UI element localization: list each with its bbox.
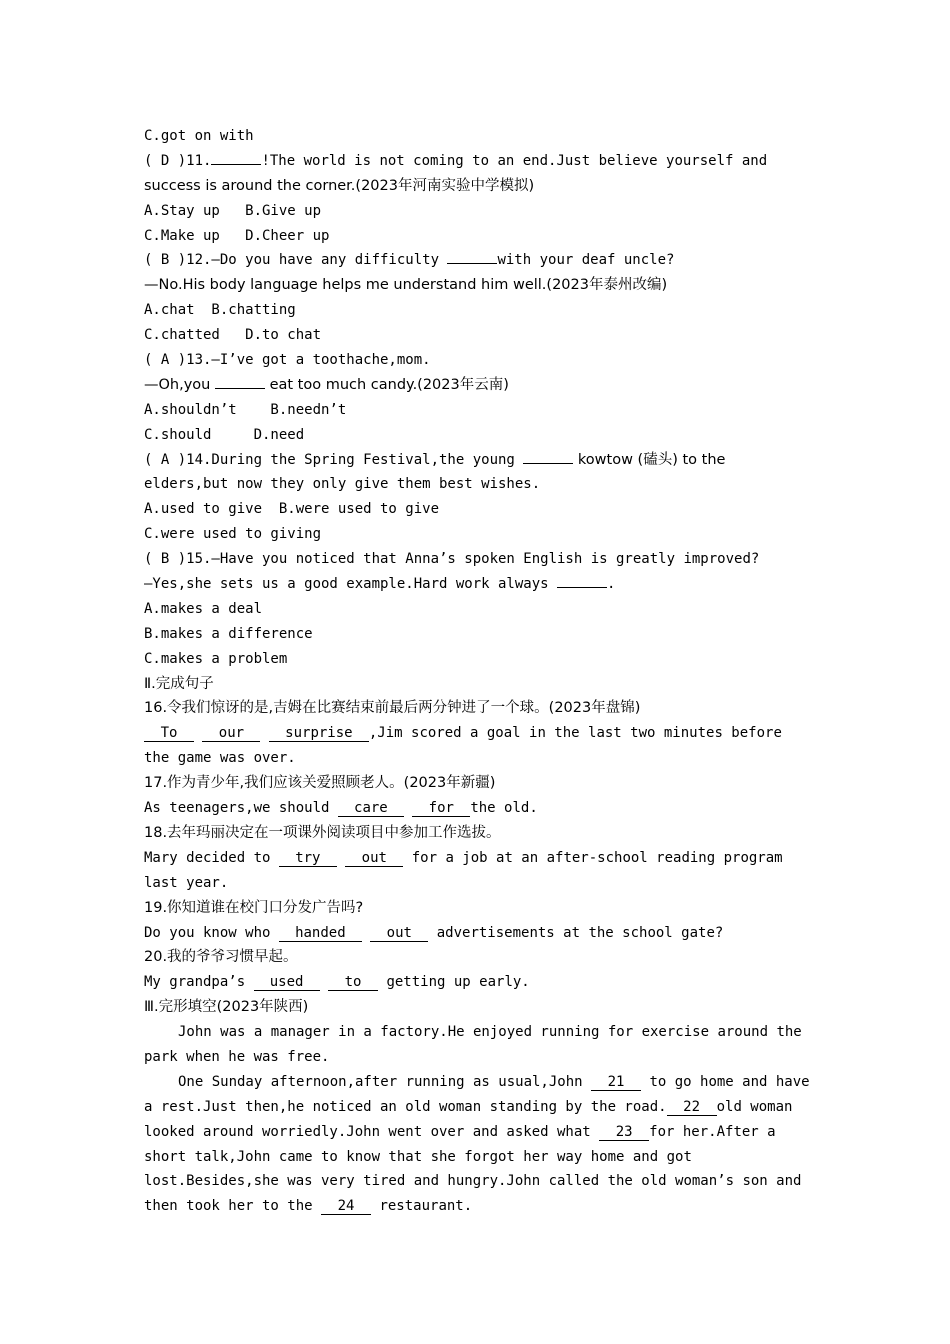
q12-blank[interactable]	[447, 248, 497, 264]
passage-text: then took her to the	[144, 1198, 322, 1215]
q11-stem-text: !The world is not coming to an end.Just believe yourself and	[261, 152, 768, 169]
s17-tail: the old.	[470, 800, 538, 817]
passage-text: old woman	[716, 1098, 793, 1115]
cloze-blank-23[interactable]: 23	[599, 1124, 649, 1141]
s16-answer-3[interactable]: surprise	[269, 725, 369, 742]
q14-stem-text: ( A )14.During the Spring Festival,the young	[144, 451, 524, 468]
q11-blank[interactable]	[211, 149, 261, 165]
passage-text: One Sunday afternoon,after running as usual,John	[178, 1073, 592, 1090]
q15-option-a: A.makes a deal	[144, 600, 263, 617]
q12-stem-text: ( B )12.—Do you have any difficulty	[144, 252, 448, 269]
q11-number: ( D )11.	[144, 152, 212, 169]
s20-answer-1[interactable]: used	[254, 974, 320, 991]
q15-blank[interactable]	[557, 572, 607, 588]
q12-options-ab: A.chat B.chatting	[144, 302, 296, 319]
question-content	[144, 124, 814, 1219]
s18-tail: for a job at an after-school reading program	[403, 849, 783, 866]
passage-text: restaurant.	[371, 1198, 473, 1215]
q14-stem-line2: elders,but now they only give them best wishes.	[144, 476, 541, 493]
q13-options-cd: C.should D.need	[144, 426, 305, 443]
s19-english	[144, 921, 814, 946]
s16-tail: ,Jim scored a goal in the last two minutes before	[368, 725, 782, 742]
q12-stem-tail: with your deaf uncle?	[497, 252, 675, 269]
q14-stem-tail: kowtow (磕头) to the	[573, 451, 726, 468]
q15-stem: ( B )15.—Have you noticed that Anna’s spoken English is greatly improved?	[144, 551, 760, 568]
s19-answer-1[interactable]: handed	[279, 925, 362, 942]
q14-options-ab: A.used to give B.were used to give	[144, 501, 440, 518]
s17-answer-1[interactable]: care	[338, 800, 404, 817]
s16-line3: the game was over.	[144, 750, 296, 767]
s18-answer-2[interactable]: out	[345, 850, 403, 867]
s20-english	[144, 970, 814, 995]
passage-p2-line2	[144, 1095, 814, 1120]
cloze-blank-24[interactable]: 24	[321, 1198, 371, 1215]
q13-stem: ( A )13.—I’ve got a toothache,mom.	[144, 352, 431, 369]
s18-prefix: Mary decided to	[144, 849, 279, 866]
q15-reply-tail: .	[607, 576, 616, 593]
passage-p2-line1	[144, 1070, 814, 1095]
s19-prefix: Do you know who	[144, 924, 279, 941]
passage-p1-line2: park when he was free.	[144, 1048, 330, 1065]
passage-p2-line4: short talk,John came to know that she forgot her way home and got	[144, 1148, 692, 1165]
s17-prefix: As teenagers,we should	[144, 800, 338, 817]
passage-p2-line3	[144, 1120, 814, 1145]
q11-options-ab: A.Stay up B.Give up	[144, 202, 322, 219]
q13-reply	[144, 373, 814, 398]
s20-answer-2[interactable]: to	[328, 974, 378, 991]
q13-reply-text: —Oh,you	[144, 376, 215, 393]
q15-option-c: C.makes a problem	[144, 650, 288, 667]
passage-text: for her.After a	[649, 1123, 776, 1140]
q14-option-c: C.were used to giving	[144, 526, 322, 543]
passage-text: to go home and have	[641, 1073, 810, 1090]
passage-p2-line5: lost.Besides,she was very tired and hungry.John called the old woman’s son and	[144, 1173, 802, 1190]
s17-answer-2[interactable]: for	[412, 800, 470, 817]
q11-options-cd: C.Make up D.Cheer up	[144, 227, 330, 244]
q15-reply-text: —Yes,she sets us a good example.Hard work always	[144, 576, 558, 593]
s20-chinese: 20.我的爷爷习惯早起。	[144, 949, 298, 966]
passage-text: looked around worriedly.John went over and asked what	[144, 1123, 600, 1140]
q15-option-b: B.makes a difference	[144, 625, 313, 642]
q11-stem-line2: success is around the corner.(2023年河南实验中学模拟)	[144, 177, 535, 194]
s19-tail: advertisements at the school gate?	[428, 924, 724, 941]
q15-reply	[144, 572, 814, 597]
q14-stem	[144, 448, 814, 473]
s20-prefix: My grandpa’s	[144, 974, 254, 991]
s19-chinese: 19.你知道谁在校门口分发广告吗?	[144, 899, 364, 916]
s16-answer-1[interactable]: To	[144, 725, 194, 742]
q13-options-ab: A.shouldn’t B.needn’t	[144, 401, 347, 418]
passage-text: a rest.Just then,he noticed an old woman standing by the road.	[144, 1098, 667, 1115]
s16-chinese: 16.令我们惊讶的是,吉姆在比赛结束前最后两分钟进了一个球。(2023年盘锦)	[144, 700, 641, 717]
s17-chinese: 17.作为青少年,我们应该关爱照顾老人。(2023年新疆)	[144, 775, 496, 792]
s16-answer-2[interactable]: our	[202, 725, 260, 742]
section-heading-cloze: Ⅲ.完形填空(2023年陕西)	[144, 999, 309, 1016]
section-heading-complete-sentences: Ⅱ.完成句子	[144, 675, 214, 692]
q10-option-c: C.got on with	[144, 128, 254, 144]
passage-p2-line6	[144, 1194, 814, 1219]
q12-options-cd: C.chatted D.to chat	[144, 327, 322, 344]
q13-reply-tail: eat too much candy.(2023年云南)	[264, 376, 509, 393]
s16-english	[144, 721, 814, 746]
s18-chinese: 18.去年玛丽决定在一项课外阅读项目中参加工作选拔。	[144, 824, 501, 841]
s19-answer-2[interactable]: out	[370, 925, 428, 942]
cloze-blank-22[interactable]: 22	[667, 1099, 717, 1116]
s18-line3: last year.	[144, 874, 229, 891]
passage-p1-line1: John was a manager in a factory.He enjoyed running for exercise around the	[178, 1024, 802, 1041]
s18-english	[144, 846, 814, 871]
q14-blank[interactable]	[523, 448, 573, 464]
cloze-blank-21[interactable]: 21	[591, 1074, 641, 1091]
q13-blank[interactable]	[215, 373, 265, 389]
s17-english	[144, 796, 814, 821]
q11-stem	[144, 149, 814, 174]
q12-reply: —No.His body language helps me understand him well.(2023年泰州改编)	[144, 277, 668, 294]
q12-stem	[144, 248, 814, 273]
s20-tail: getting up early.	[378, 974, 530, 991]
s18-answer-1[interactable]: try	[279, 850, 337, 867]
